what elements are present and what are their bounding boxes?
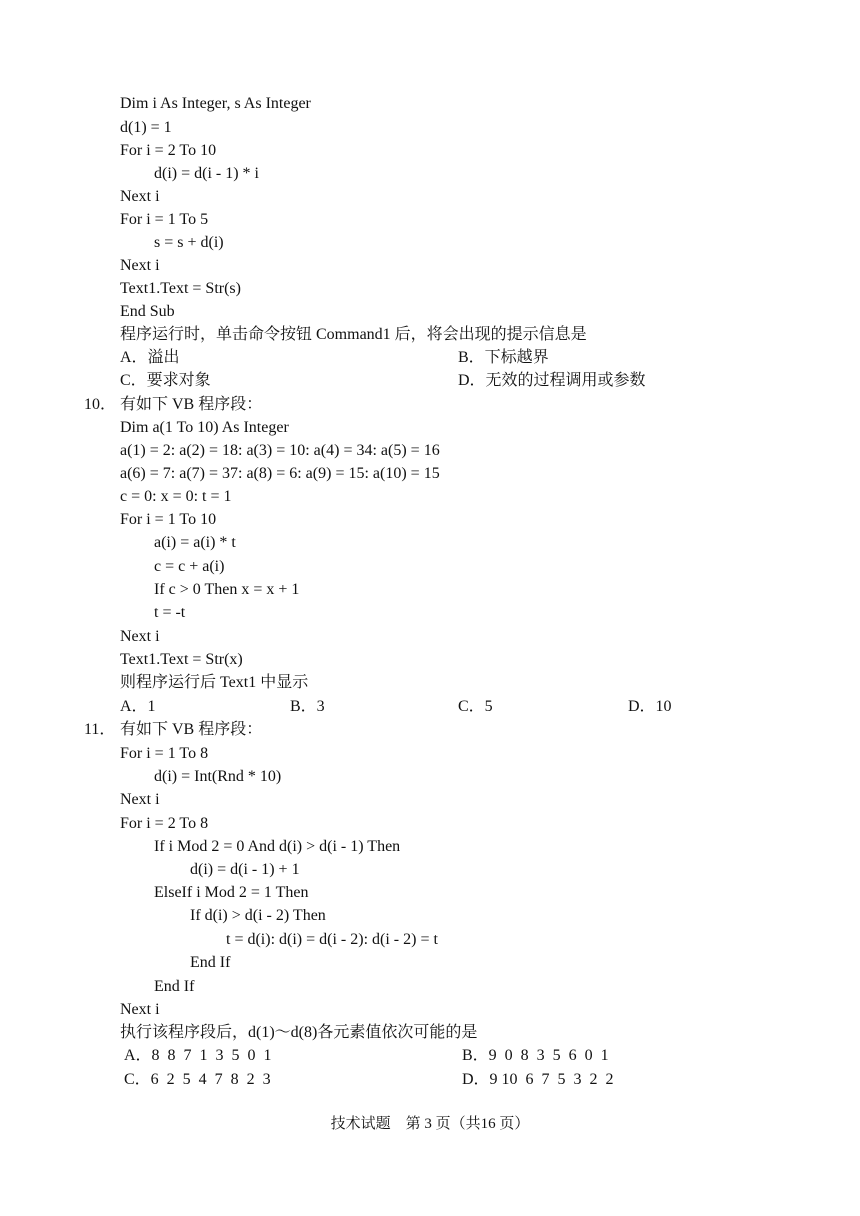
q9-code-line: d(i) = d(i - 1) * i	[154, 165, 259, 182]
q9-code-line: d(1) = 1	[120, 119, 172, 136]
q9-code-line: For i = 1 To 5	[120, 211, 209, 228]
q9-code-line: Dim i As Integer, s As Integer	[120, 95, 311, 112]
q10-code-line: c = c + a(i)	[154, 558, 225, 575]
q9-code-line: End Sub	[120, 303, 175, 320]
q11-code-line: d(i) = Int(Rnd * 10)	[154, 768, 282, 785]
q10-code-line: Text1.Text = Str(x)	[120, 651, 243, 668]
q9-code-line: s = s + d(i)	[154, 234, 224, 251]
q11-code-line: End If	[190, 954, 231, 971]
q9-option-a: A．溢出	[120, 349, 180, 366]
q11-number: 11．	[84, 721, 116, 738]
q10-code-line: For i = 1 To 10	[120, 511, 217, 528]
q9-option-c: C．要求对象	[120, 372, 211, 389]
q11-code-line: For i = 1 To 8	[120, 745, 209, 762]
q10-code-line: Next i	[120, 628, 160, 645]
q9-option-d: D．无效的过程调用或参数	[458, 372, 646, 389]
q9-code-line: For i = 2 To 10	[120, 142, 217, 159]
q11-option-b: B．9 0 8 3 5 6 0 1	[462, 1047, 609, 1064]
q11-code-line: If d(i) > d(i - 2) Then	[190, 907, 326, 924]
q11-code-line: t = d(i): d(i) = d(i - 2): d(i - 2) = t	[226, 931, 438, 948]
q10-code-line: a(6) = 7: a(7) = 37: a(8) = 6: a(9) = 15: a(10) = 15	[120, 465, 440, 482]
q11-option-d: D．9 10 6 7 5 3 2 2	[462, 1071, 614, 1088]
q10-option-c: C．5	[458, 698, 493, 715]
page-footer: 技术试题 第 3 页（共16 页）	[330, 1116, 530, 1132]
q11-code-line: End If	[154, 978, 195, 995]
q9-code-line: Text1.Text = Str(s)	[120, 280, 241, 297]
q9-prompt: 程序运行时，单击命令按钮 Command1 后，将会出现的提示信息是	[120, 326, 587, 343]
q11-title: 有如下 VB 程序段：	[120, 721, 263, 738]
q11-prompt: 执行该程序段后，d(1)～d(8)各元素值依次可能的是	[120, 1024, 478, 1041]
q11-code-line: d(i) = d(i - 1) + 1	[190, 861, 300, 878]
q11-option-c: C．6 2 5 4 7 8 2 3	[124, 1071, 271, 1088]
q9-code-line: Next i	[120, 188, 160, 205]
q11-option-a: A．8 8 7 1 3 5 0 1	[124, 1047, 272, 1064]
q10-prompt: 则程序运行后 Text1 中显示	[120, 674, 309, 691]
q10-number: 10．	[84, 396, 117, 413]
q9-option-b: B．下标越界	[458, 349, 549, 366]
q10-code-line: Dim a(1 To 10) As Integer	[120, 419, 289, 436]
q11-code-line: Next i	[120, 791, 160, 808]
q10-code-line: t = -t	[154, 604, 186, 621]
q10-option-a: A．1	[120, 698, 156, 715]
q10-title: 有如下 VB 程序段：	[120, 396, 263, 413]
q11-code-line: If i Mod 2 = 0 And d(i) > d(i - 1) Then	[154, 838, 401, 855]
q11-code-line: For i = 2 To 8	[120, 815, 209, 832]
q10-option-b: B．3	[290, 698, 325, 715]
q11-code-line: ElseIf i Mod 2 = 1 Then	[154, 884, 309, 901]
q10-code-line: c = 0: x = 0: t = 1	[120, 488, 232, 505]
q10-code-line: a(1) = 2: a(2) = 18: a(3) = 10: a(4) = 34: a(5) = 16	[120, 442, 440, 459]
q10-code-line: a(i) = a(i) * t	[154, 534, 236, 551]
q9-code-line: Next i	[120, 257, 160, 274]
q10-option-d: D．10	[628, 698, 672, 715]
q10-code-line: If c > 0 Then x = x + 1	[154, 581, 300, 598]
q11-code-line: Next i	[120, 1001, 160, 1018]
